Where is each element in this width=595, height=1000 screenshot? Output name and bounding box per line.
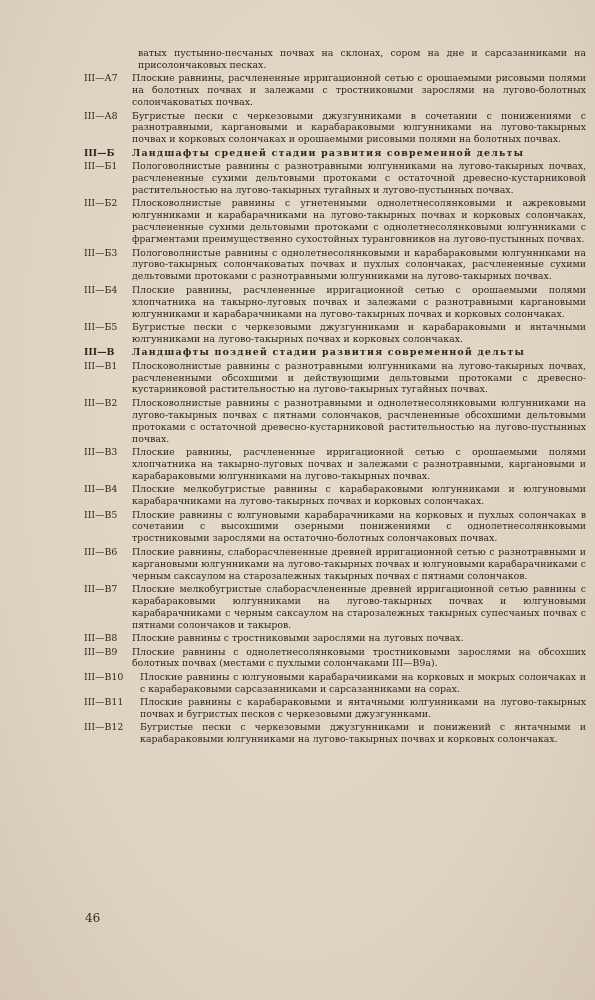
legend-list xyxy=(84,48,586,748)
legend-entry xyxy=(84,510,586,546)
legend-entry xyxy=(84,647,586,671)
entry-text: Плоские равнины, расчлененные ирригационной сетью с орошаемыми полями хлопчатника на такырно-луговых почвах и залежами с разнотравными каргановыми юлгунниками и карабарачниками на лугово-такырных почвах и корковых солончаках. xyxy=(132,284,586,320)
entry-code: III—В12 xyxy=(84,722,124,734)
entry-code: III—В1 xyxy=(84,360,118,372)
entry-text: Плоские равнины, слаборасчлененные древней ирригационной сетью с разнотравными и каргановыми юлгунниками на лугово-такырных почвах и юлгуновыми карабарачниками с черным саксаулом на старозалежных такырных почвах с пятнами солончаков. xyxy=(132,546,586,582)
entry-code: III—Б xyxy=(84,147,115,159)
entry-code: III—В8 xyxy=(84,633,118,645)
entry-text: Плоские равнины с однолетнесолянковыми тростниковыми зарослями на обсохших болотных почвах (местами с пухлыми солончаками III—В9а). xyxy=(132,646,586,670)
legend-entry xyxy=(84,633,586,645)
legend-entry xyxy=(84,484,586,508)
entry-code: III—В4 xyxy=(84,484,118,496)
legend-entry xyxy=(84,248,586,284)
entry-text: Бугристые пески с черкезовыми джузгунниками и карабараковыми и янтачными юлгунниками на лугово-такырных почвах и корковых солончаках. xyxy=(132,321,586,345)
entry-text: Плоские равнины, расчлененные ирригационной сетью с орошаемыми полями хлопчатника на такырно-луговых почвах и залежами с разнотравными, каргановыми и карабараковыми юлгунниками на лугово-такырных почвах. xyxy=(132,447,586,482)
entries-container xyxy=(84,73,586,746)
entry-text: Бугристые пески с черкезовыми джузгунниками в сочетании с понижениями с разнотравными, каргановыми и карабараковыми юлгунниками на лугово-такырных почвах и корковых солончаках и орошаемыми рисовыми полями на болотных почвах. xyxy=(132,110,586,146)
legend-entry xyxy=(84,161,586,197)
entry-text: Бугристые пески с черкезовыми джузгунниками и понижений с янтачными и карабараковыми юлгунниками на лугово-такырных почвах и корковых солончаках. xyxy=(140,722,586,746)
legend-entry xyxy=(84,73,586,109)
legend-entry xyxy=(84,198,586,246)
entry-text: Плоские мелкобугристые слаборасчлененные древней ирригационной сетью равнины с карабараковыми юлгунниками на лугово-такырных почвах и юлгуновыми карабарачниками с черным саксаулом на старозалежных такырных супесчаных почвах с пятнами солончаков и такыров. xyxy=(132,583,586,631)
entry-text: Плоские равнины с карабараковыми и янтачными юлгунниками на лугово-такырных почвах и бугристых песков с черкезовыми джузгуннками. xyxy=(140,697,586,721)
entry-code: III—В10 xyxy=(84,671,124,683)
entry-text: Плоские равнины, расчлененные ирригационной сетью с орошаемыми рисовыми полями на болотных почвах и залежами с тростниковыми зарослями на лугово-болотных солончаковатых почвах. xyxy=(132,73,586,109)
entry-code: III—А7 xyxy=(84,73,118,85)
entry-text: Плосковолнистые равнины с разнотравными и однолетнесолянковыми юлгунниками на лугово-такырных почвах с пятнами солончаков, расчлененные обсохшими дельтовыми протоками с остаточной древесно-кустарниковой растительностью на лугово-пустынных почвах. xyxy=(132,397,586,445)
entry-code: III—В11 xyxy=(84,697,124,709)
entry-code: III—В5 xyxy=(84,509,118,521)
legend-entry xyxy=(84,722,586,746)
entry-code: III—В6 xyxy=(84,546,118,558)
entry-code: III—А8 xyxy=(84,110,118,122)
entry-text: Пологоволнистые равнины с разнотравными юлгунниками на лугово-такырных почвах, расчлененные сухими дельтовыми протоками с остаточной древесно-кустарниковой растительностью на лугово-такырных тугайных и лугово-пустынных почвах. xyxy=(132,161,586,196)
legend-entry xyxy=(84,547,586,583)
entry-code: III—В2 xyxy=(84,397,118,409)
entry-text: Плоские равнины с юлгуновыми карабарачниками на корковых и мокрых солончаках и с карабараковыми сарсазанниками и сарсазанниками на сорах. xyxy=(140,671,586,695)
legend-entry xyxy=(84,398,586,446)
legend-entry xyxy=(84,361,586,397)
section-heading xyxy=(84,148,586,160)
entry-code: III—Б4 xyxy=(84,284,118,296)
entry-code: III—В7 xyxy=(84,583,118,595)
entry-text: Плоские равнины с юлгуновыми карабарачниками на корковых и пухлых солончаках в сочетании с высохшими озерными понижениями с однолетнесолянковыми тростниковыми зарослями на остаточно-болотных солончаковых почвах. xyxy=(132,509,586,545)
entry-code: III—Б2 xyxy=(84,198,118,210)
legend-entry xyxy=(84,285,586,321)
continuation-text: ватых пустынно-песчаных почвах на склонах, сором на дне и сарсазанниками на присолончаковых песках. xyxy=(138,48,586,71)
section-heading xyxy=(84,347,586,359)
legend-entry xyxy=(84,447,586,483)
entry-code: III—В3 xyxy=(84,447,118,458)
entry-code: III—Б5 xyxy=(84,321,118,333)
legend-entry xyxy=(84,697,586,721)
entry-text: Плосковолнистые равнины с разнотравными юлгунниками на лугово-такырных почвах, расчлененными обсохшими и действующими дельтовыми протоками с древесно-кустарниковой растительностью на лугово-такырных тугайных почвах. xyxy=(132,360,586,396)
legend-entry xyxy=(84,111,586,147)
entry-text: Плоские мелкобугристые равнины с карабараковыми юлгунниками и юлгуновыми карабарачниками на лугово-такырных почвах и корковых солончаках. xyxy=(132,484,586,508)
entry-code: III—Б3 xyxy=(84,247,118,259)
entry-text: Пологоволнистые равнины с однолетнесолянковыми и карабараковыми юлгунниками на лугово-такырных солончаковатых почвах и пухлых солончаках, расчлененные сухими дельтовыми протоками с разнотравными юлгунниками на лугово-такырных почвах. xyxy=(132,247,586,283)
legend-entry xyxy=(84,584,586,632)
entry-code: III—Б1 xyxy=(84,161,118,173)
entry-code: III—В xyxy=(84,347,115,359)
entry-code: III—В9 xyxy=(84,646,118,658)
legend-entry xyxy=(84,672,586,696)
heading-text: Ландшафты поздней стадии развития современной дельты xyxy=(132,347,526,359)
entry-text: Плоские равнины с тростниковыми зарослями на луговых почвах. xyxy=(132,633,464,645)
legend-entry xyxy=(84,322,586,346)
page-number: 46 xyxy=(85,911,101,925)
heading-text: Ландшафты средней стадии развития современной дельты xyxy=(132,147,525,159)
entry-text: Плосковолнистые равнины с угнетенными однолетнесолянковыми и ажрековыми юлгунниками и карабарачниками на лугово-такырных почвах и корковых солончаках, расчлененные сухими дельтовыми протоками с однолетнесолянковыми юлгунниками с фрагментами преимущественно сухостойных туранговников на лугово-пустынных почвах. xyxy=(132,198,586,246)
